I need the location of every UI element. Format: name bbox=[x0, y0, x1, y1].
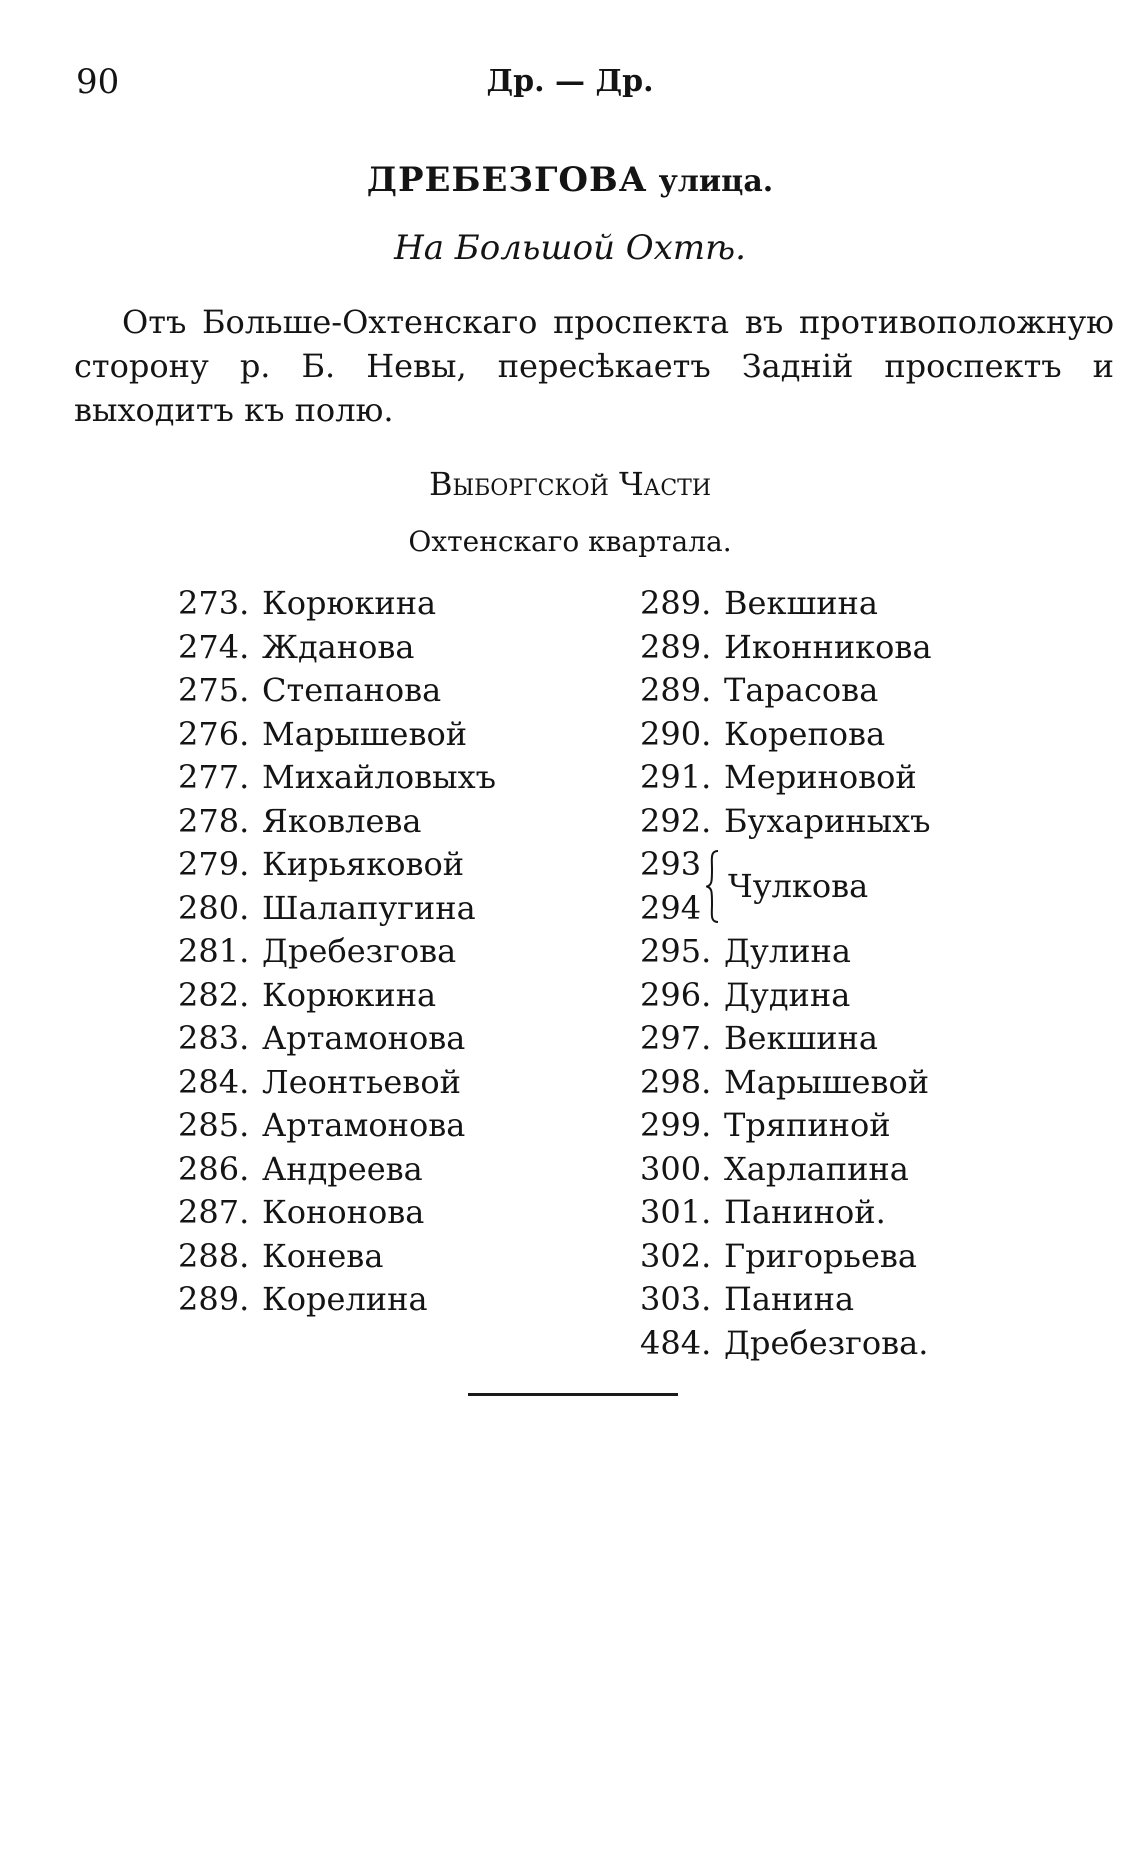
house-number: 276. bbox=[178, 714, 250, 753]
house-entry bbox=[640, 756, 932, 800]
house-owner: Артамонова bbox=[262, 1106, 466, 1144]
house-entry bbox=[640, 1104, 932, 1148]
house-owner: Паниной. bbox=[724, 1193, 886, 1231]
house-number: 273. bbox=[178, 584, 250, 622]
house-number: 280. bbox=[178, 888, 250, 927]
house-number: 277. bbox=[178, 758, 250, 796]
house-entry bbox=[640, 1148, 932, 1192]
house-number: 289. bbox=[640, 671, 712, 709]
house-number: 289. bbox=[640, 584, 712, 622]
house-number: 283. bbox=[178, 1019, 250, 1057]
house-entry bbox=[178, 713, 496, 757]
house-entry bbox=[178, 887, 496, 931]
house-entry bbox=[640, 1061, 932, 1105]
house-number: 289. bbox=[640, 627, 712, 666]
brace-number-1: 293 bbox=[640, 845, 702, 883]
house-number: 289. bbox=[178, 1280, 250, 1318]
house-entry bbox=[640, 930, 932, 974]
brace-group bbox=[640, 843, 932, 930]
house-number: 286. bbox=[178, 1149, 250, 1188]
house-entry bbox=[640, 1322, 932, 1366]
house-owner: Тряпиной bbox=[724, 1106, 891, 1144]
house-owner: Панина bbox=[724, 1280, 855, 1318]
house-entry bbox=[640, 1278, 932, 1322]
house-number: 300. bbox=[640, 1149, 712, 1188]
house-owner: Степанова bbox=[262, 671, 442, 709]
house-number: 298. bbox=[640, 1062, 712, 1101]
house-number: 303. bbox=[640, 1280, 712, 1318]
house-owner: Иконникова bbox=[724, 627, 932, 666]
street-description: Отъ Больше-Охтенскаго проспекта въ противоположную сторону р. Б. Невы, пересѣкаетъ Заднiй проспектъ и выходитъ къ полю. bbox=[74, 303, 1114, 429]
house-owner: Марышевой bbox=[724, 1062, 930, 1101]
house-number: 296. bbox=[640, 975, 712, 1014]
house-entry bbox=[640, 1017, 932, 1061]
house-entry bbox=[178, 1278, 496, 1322]
house-number: 295. bbox=[640, 932, 712, 970]
house-owner: Артамонова bbox=[262, 1019, 466, 1057]
house-entry bbox=[178, 669, 496, 713]
house-number: 291. bbox=[640, 758, 712, 796]
house-number: 302. bbox=[640, 1236, 712, 1275]
house-owner: Дудина bbox=[724, 975, 851, 1014]
house-entry bbox=[178, 843, 496, 887]
house-owner: Харлапина bbox=[724, 1149, 909, 1188]
house-entry bbox=[178, 1104, 496, 1148]
house-number: 275. bbox=[178, 671, 250, 709]
district-part: Выборгской Части bbox=[428, 465, 712, 503]
house-owner: Марышевой bbox=[262, 714, 468, 753]
house-owner: Бухариныхъ bbox=[724, 801, 931, 840]
street-title bbox=[0, 160, 1140, 200]
house-number: 301. bbox=[640, 1193, 712, 1231]
house-entry bbox=[640, 582, 932, 626]
house-number: 278. bbox=[178, 801, 250, 840]
house-entry bbox=[178, 1061, 496, 1105]
house-number: 297. bbox=[640, 1019, 712, 1057]
house-entry bbox=[178, 756, 496, 800]
house-owner: Корюкина bbox=[262, 584, 437, 622]
house-entry bbox=[640, 669, 932, 713]
house-owner: Дулина bbox=[724, 932, 851, 970]
house-entry bbox=[640, 800, 932, 844]
house-entry bbox=[178, 974, 496, 1018]
house-owner: Тарасова bbox=[724, 671, 879, 709]
house-owner: Корепова bbox=[724, 714, 886, 753]
house-entry bbox=[178, 1148, 496, 1192]
house-entry bbox=[178, 800, 496, 844]
houses-right-bottom bbox=[640, 930, 932, 1365]
houses-right-column bbox=[640, 582, 932, 1365]
house-owner: Жданова bbox=[262, 627, 415, 666]
house-owner: Григорьева bbox=[724, 1236, 917, 1275]
house-number: 287. bbox=[178, 1193, 250, 1231]
street-description-block bbox=[74, 300, 1114, 432]
house-owner: Корелина bbox=[262, 1280, 428, 1318]
house-number: 288. bbox=[178, 1236, 250, 1275]
house-entry bbox=[178, 1017, 496, 1061]
district-quarter: Охтенскаго квартала. bbox=[408, 525, 732, 558]
brace-number-2: 294 bbox=[640, 888, 702, 927]
street-location: На Большой Охтѣ. bbox=[394, 228, 746, 268]
house-entry bbox=[640, 1235, 932, 1279]
house-entry bbox=[178, 1191, 496, 1235]
house-number: 285. bbox=[178, 1106, 250, 1144]
house-number: 292. bbox=[640, 801, 712, 840]
house-entry bbox=[178, 1235, 496, 1279]
house-number: 282. bbox=[178, 975, 250, 1014]
house-number: 274. bbox=[178, 627, 250, 666]
house-owner: Корюкина bbox=[262, 975, 437, 1014]
house-owner: Кирьяковой bbox=[262, 845, 465, 883]
house-owner: Дребезгова. bbox=[724, 1323, 929, 1362]
house-entry bbox=[640, 974, 932, 1018]
section-divider bbox=[468, 1393, 678, 1396]
house-entry bbox=[640, 1191, 932, 1235]
house-owner: Кононова bbox=[262, 1193, 425, 1231]
houses-left-column bbox=[178, 582, 496, 1322]
house-number: 281. bbox=[178, 932, 250, 970]
house-entry bbox=[640, 626, 932, 670]
street-type: улица. bbox=[658, 164, 774, 199]
house-entry bbox=[178, 582, 496, 626]
house-number: 484. bbox=[640, 1323, 712, 1362]
house-number: 279. bbox=[178, 845, 250, 883]
house-owner: Андреева bbox=[262, 1149, 423, 1188]
house-number: 290. bbox=[640, 714, 712, 753]
house-owner: Векшина bbox=[724, 1019, 878, 1057]
curly-brace-icon bbox=[706, 849, 720, 924]
running-head: Др. — Др. bbox=[486, 64, 654, 99]
house-entry bbox=[178, 930, 496, 974]
house-entry bbox=[178, 626, 496, 670]
house-owner: Дребезгова bbox=[262, 932, 457, 970]
street-name: ДРЕБЕЗГОВА bbox=[366, 160, 648, 200]
brace-owner: Чулкова bbox=[728, 867, 869, 905]
page-number: 90 bbox=[76, 62, 120, 102]
house-entry bbox=[640, 713, 932, 757]
house-owner: Яковлева bbox=[262, 801, 422, 840]
house-owner: Михайловыхъ bbox=[262, 758, 497, 796]
house-owner: Мериновой bbox=[724, 758, 917, 796]
house-owner: Конева bbox=[262, 1236, 384, 1275]
house-owner: Шалапугина bbox=[262, 888, 476, 927]
house-number: 284. bbox=[178, 1062, 250, 1101]
houses-right-top bbox=[640, 582, 932, 843]
house-owner: Векшина bbox=[724, 584, 878, 622]
house-number: 299. bbox=[640, 1106, 712, 1144]
house-owner: Леонтьевой bbox=[262, 1062, 461, 1101]
